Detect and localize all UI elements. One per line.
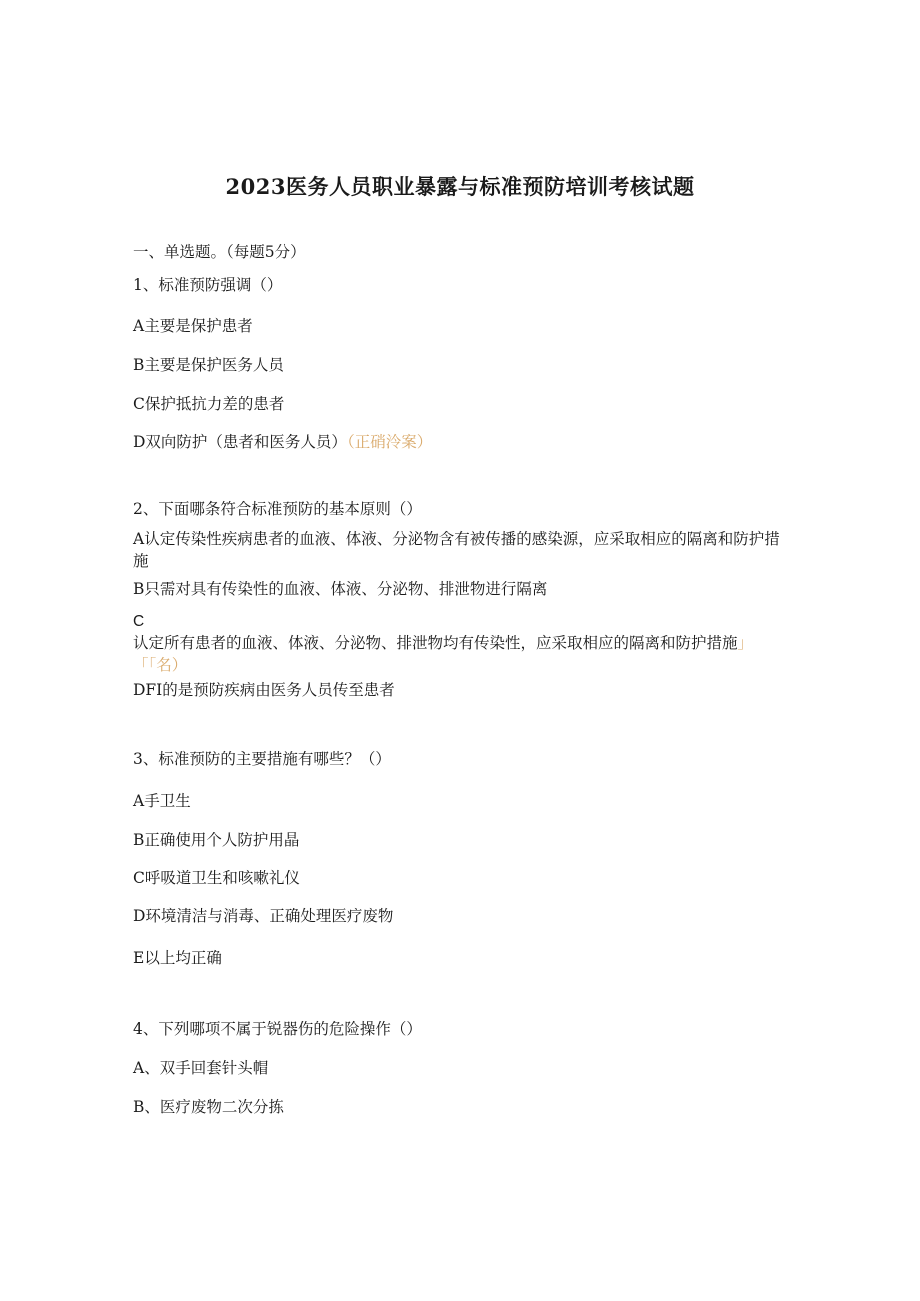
question-3-option-a: A手卫生	[133, 792, 191, 810]
question-2-option-c	[133, 632, 783, 676]
page-title: 2023医务人员职业暴露与标准预防培训考核试题	[225, 174, 695, 199]
question-2-stem: 2、下面哪条符合标准预防的基本原则（）	[133, 500, 422, 518]
question-2-option-c-text: 认定所有患者的血液、体液、分泌物、排泄物均有传染性，应采取相应的隔离和防护措施	[133, 634, 738, 652]
answer-mark: 」「「名）	[133, 634, 754, 674]
question-4-option-a: A、双手回套针头帽	[133, 1059, 269, 1077]
question-2-option-b: B只需对具有传染性的血液、体液、分泌物、排泄物进行隔离	[133, 580, 548, 598]
question-3-option-e: E以上均正确	[133, 949, 222, 967]
question-3-stem: 3、标准预防的主要措施有哪些？（）	[133, 750, 391, 768]
answer-mark: （正硝泠案）	[346, 433, 433, 451]
question-2-option-a: A认定传染性疾病患者的血液、体液、分泌物含有被传播的感染源，应采取相应的隔离和防护措施	[133, 530, 780, 570]
question-2-option-d: DFI的是预防疾病由医务人员传至患者	[133, 681, 395, 699]
question-3-option-b: B正确使用个人防护用晶	[133, 831, 300, 849]
question-1-option-d-text: D双向防护（患者和医务人员）	[133, 433, 347, 451]
question-2-option-c-letter: C	[133, 613, 145, 630]
question-3-option-d: D环境清洁与消毒、正确处理医疗废物	[133, 907, 394, 925]
question-1-stem: 1、标准预防强调（）	[133, 276, 283, 294]
question-4-stem: 4、下列哪项不属于锐器伤的危险操作（）	[133, 1020, 422, 1038]
question-1-option-b: B主要是保护医务人员	[133, 356, 284, 374]
question-1-option-a: A主要是保护患者	[133, 317, 253, 335]
question-4-option-b: B、医疗废物二次分拣	[133, 1098, 284, 1116]
question-3-option-c: C呼吸道卫生和咳嗽礼仪	[133, 869, 300, 887]
question-1-option-c: C保护抵抗力差的患者	[133, 395, 285, 413]
question-1-option-d	[133, 431, 432, 453]
section-heading: 一、单选题。（每题5分）	[133, 243, 306, 261]
